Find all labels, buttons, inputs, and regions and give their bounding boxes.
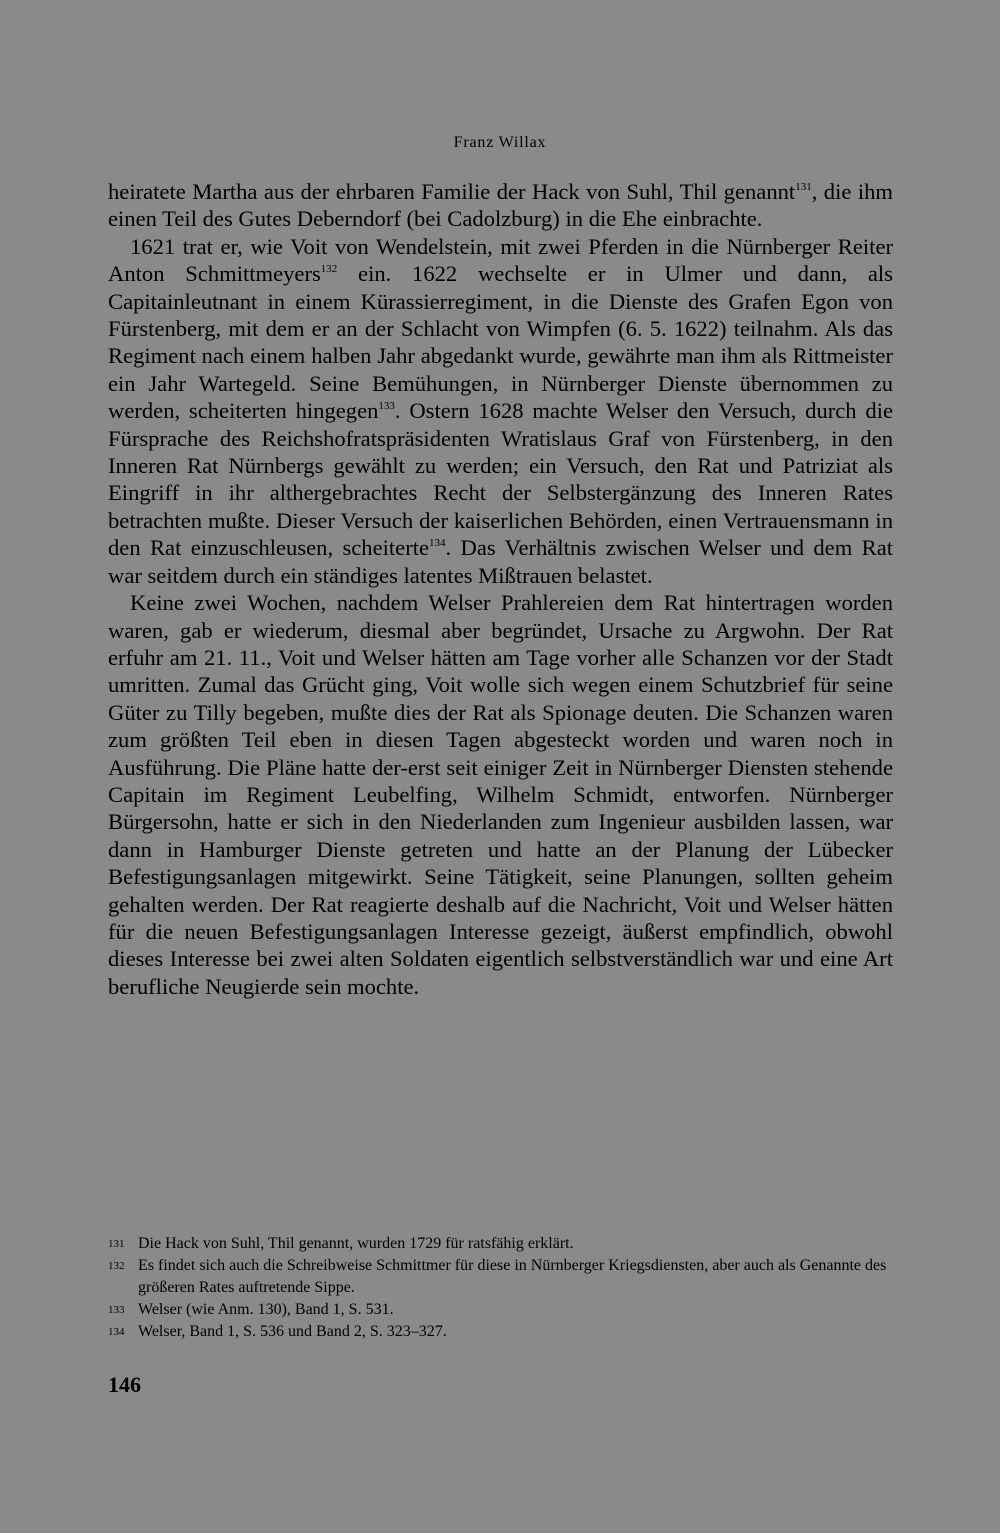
page-number: 146 [108, 1372, 141, 1397]
text-run: , die ihm einen Teil des Gutes Deberndorf (bei Cadolzburg) in die Ehe einbrachte. [108, 179, 893, 232]
footnote-number: 132 [108, 1260, 125, 1272]
footnote-marker: 134 [429, 537, 446, 550]
text-run: heiratete Martha aus der ehrbaren Familie der Hack von Suhl, Thil genannt [108, 179, 796, 204]
footnote-text: Welser (wie Anm. 130), Band 1, S. 531. [138, 1301, 394, 1318]
footnote [108, 1255, 893, 1299]
text-run: . Ostern 1628 machte Welser den Versuch, durch die Fürsprache des Reichshofratspräsidenten Wratislaus Graf von Fürstenberg, in den Inneren Rat Nürnbergs gewählt zu werden; ein Versuch, den Rat und Patriziat als Eingriff in ihr althergebrachtes Recht der Selbstergänzung des Inneren Rates betrachten mußte. Dieser Versuch der kaiserlichen Behörden, einen Vertrauensmann in den Rat einzuschleusen, scheiterte [108, 398, 894, 561]
text-run: 1621 trat er, wie Voit von Wendelstein, mit zwei Pferden in die Nürnberger Reiter Anton Schmittmeyers [108, 233, 893, 287]
footnote [108, 1299, 893, 1321]
footnote-text: Es findet sich auch die Schreibweise Schmittmer für diese in Nürnberger Kriegsdiensten, aber auch als Genannte des größeren Rates auftretende Sippe. [138, 1257, 887, 1296]
paragraph [108, 589, 893, 1000]
footnote-text: Die Hack von Suhl, Thil genannt, wurden 1729 für ratsfähig erklärt. [138, 1235, 574, 1252]
text-run: Keine zwei Wochen, nachdem Welser Prahlereien dem Rat hintertragen worden waren, gab er wiederum, diesmal aber begründet, Ursache zu Argwohn. Der Rat erfuhr am 21. 11., Voit und Welser hätten am Tage vorher alle Schanzen vor der Stadt umritten. Zumal das Grücht ging, Voit wolle sich wegen einem Schutzbrief für seine Güter zu Tilly begeben, mußte dies der Rat als Spionage deuten. Die Schanzen waren zum größten Teil eben in diesen Tagen abgesteckt worden und waren noch in Ausführung. Die Pläne hatte der-erst seit einiger Zeit in Nürnberger Diensten stehende Capitain im Regiment Leubelfing, Wilhelm Schmidt, entworfen. Nürnberger Bürgersohn, hatte er sich in den Niederlanden zum Ingenieur ausbilden lassen, war dann in Hamburger Dienste getreten und hatte an der Planung der Lübecker Befestigungsanlagen mitgewirkt. Seine Tätigkeit, seine Planungen, sollten geheim gehalten werden. Der Rat reagierte deshalb auf die Nachricht, Voit und Welser hätten für die neuen Befestigungsanlagen Interesse gezeigt, äußerst empfindlich, obwohl dieses Interesse bei zwei alten Soldaten eigentlich selbstverständlich war und eine Art berufliche Neugierde sein mochte. [108, 590, 893, 999]
text-run: ein. 1622 wechselte er in Ulmer und dann, als Capitainleutnant in einem Kürassierregiment, in die Dienste des Grafen Egon von Fürstenberg, mit dem er an der Schlacht von Wimpfen (6. 5. 1622) teilnahm. Als das Regiment nach einem halben Jahr abgedankt wurde, gewährte man ihm als Rittmeister ein Jahr Wartegeld. Seine Bemühungen, in Nürnberger Dienste übernommen zu werden, scheiterten hingegen [108, 261, 893, 424]
paragraph [108, 178, 893, 233]
footnote-number: 134 [108, 1326, 125, 1338]
footnote-marker: 131 [795, 181, 812, 193]
footnote-marker: 133 [378, 400, 395, 413]
text-run: . Das Verhältnis zwischen Welser und dem Rat war seitdem durch ein ständiges latentes Mißtrauen belastet. [108, 535, 894, 588]
footnotes [108, 1233, 893, 1343]
body-text [108, 178, 893, 1000]
running-head: Franz Willax [453, 134, 547, 151]
footnote-text: Welser, Band 1, S. 536 und Band 2, S. 323–327. [138, 1323, 447, 1340]
footnote-number: 131 [108, 1238, 125, 1250]
footnote [108, 1321, 893, 1343]
footnote [108, 1233, 893, 1255]
footnote-number: 133 [108, 1304, 125, 1316]
footnote-marker: 132 [320, 263, 338, 276]
paragraph [108, 233, 893, 589]
